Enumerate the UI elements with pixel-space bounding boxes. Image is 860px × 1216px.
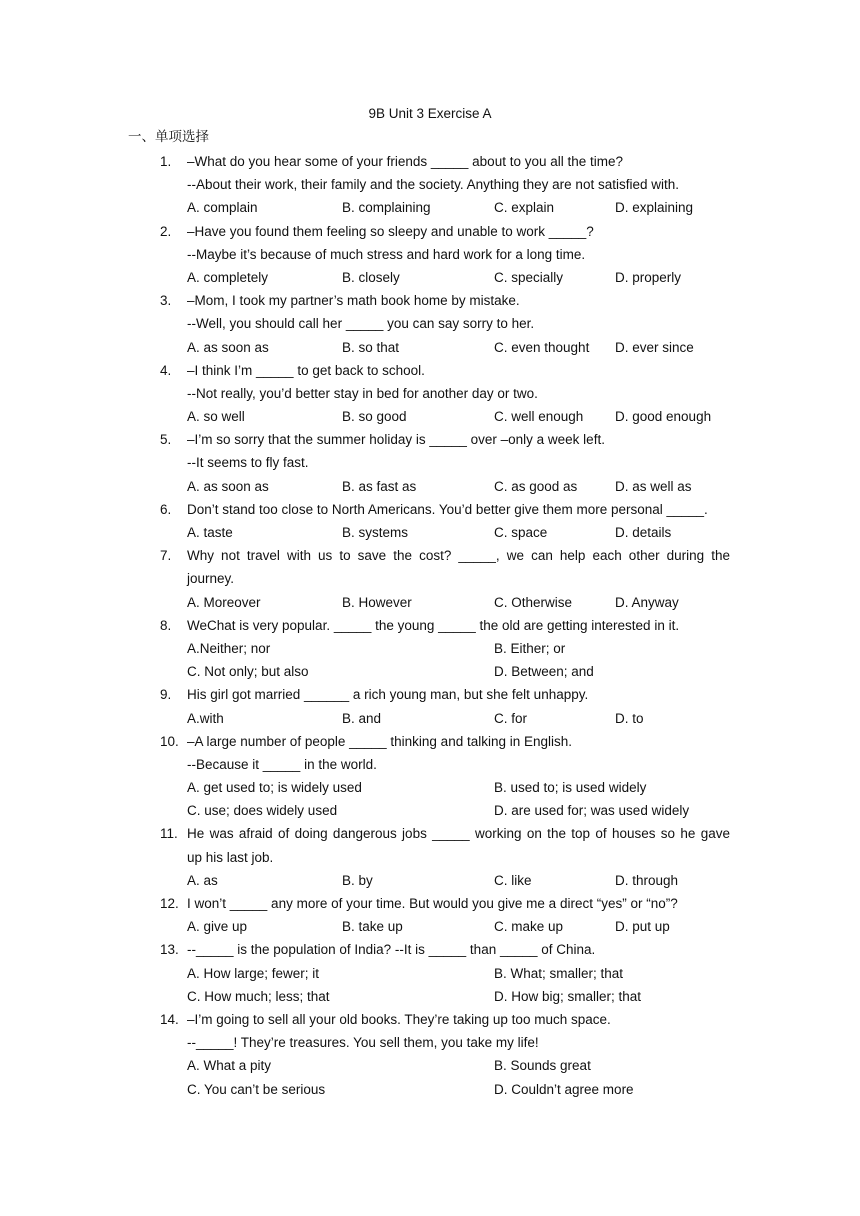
- question-item: [0, 498, 860, 544]
- answer-option[interactable]: D. ever since: [615, 339, 694, 355]
- answer-option[interactable]: A. as: [187, 872, 218, 888]
- question-text: –I’m so sorry that the summer holiday is _____ over –only a week left.: [187, 432, 605, 448]
- question-line: [0, 846, 860, 869]
- answer-option[interactable]: D. Couldn’t agree more: [494, 1081, 634, 1097]
- answer-option[interactable]: B. so good: [342, 409, 407, 425]
- question-text: --Not really, you’d better stay in bed for another day or two.: [187, 385, 538, 401]
- question-line: [0, 753, 860, 776]
- question-item: [0, 544, 860, 614]
- answer-option[interactable]: C. use; does widely used: [187, 803, 338, 819]
- question-text: –A large number of people _____ thinking and talking in English.: [187, 733, 573, 749]
- answer-option[interactable]: B. closely: [342, 269, 400, 285]
- answer-option[interactable]: B. What; smaller; that: [494, 965, 624, 981]
- answer-option[interactable]: A.Neither; nor: [187, 640, 271, 656]
- question-number: 5.: [160, 432, 172, 448]
- answer-option[interactable]: C. space: [494, 525, 548, 540]
- question-number: 12.: [160, 896, 179, 911]
- question-line: [0, 382, 860, 405]
- options-row: [0, 962, 860, 985]
- answer-option[interactable]: D. Between; and: [494, 664, 594, 680]
- options-row: [0, 1078, 860, 1101]
- answer-option[interactable]: B. used to; is used widely: [494, 780, 647, 796]
- answer-option[interactable]: B. complaining: [342, 200, 431, 216]
- page-title: 9B Unit 3 Exercise A: [368, 106, 492, 121]
- answer-option[interactable]: C. for: [494, 710, 528, 726]
- answer-option[interactable]: D. properly: [615, 269, 682, 285]
- options-row: [0, 799, 860, 822]
- answer-option[interactable]: B. systems: [342, 525, 409, 540]
- question-text: –I think I’m _____ to get back to school.: [187, 362, 425, 378]
- answer-option[interactable]: A. completely: [187, 269, 269, 285]
- question-line: [0, 289, 860, 312]
- answer-option[interactable]: B. Sounds great: [494, 1058, 591, 1074]
- question-number: 7.: [160, 548, 172, 564]
- question-number: 10.: [160, 733, 179, 749]
- question-text: His girl got married ______ a rich young man, but she felt unhappy.: [187, 687, 589, 703]
- question-text: --Maybe it’s because of much stress and hard work for a long time.: [187, 246, 586, 262]
- options-row: [0, 521, 860, 544]
- options-row: [0, 985, 860, 1008]
- question-text: --_____! They’re treasures. You sell them, you take my life!: [187, 1035, 539, 1051]
- question-text: I won’t _____ any more of your time. But would you give me a direct “yes” or “no”?: [187, 896, 678, 911]
- answer-option[interactable]: D. through: [615, 872, 679, 888]
- answer-option[interactable]: C. You can’t be serious: [187, 1081, 326, 1097]
- answer-option[interactable]: C. even thought: [494, 339, 590, 355]
- question-text: --_____ is the population of India? --It is _____ than _____ of China.: [187, 942, 596, 958]
- question-line: [0, 498, 860, 521]
- question-number: 4.: [160, 362, 172, 378]
- answer-option[interactable]: B. so that: [342, 339, 400, 355]
- question-list: [0, 150, 860, 1101]
- options-row: [0, 196, 860, 219]
- options-row: [0, 405, 860, 428]
- question-line: [0, 544, 860, 567]
- question-line: [0, 220, 860, 243]
- question-number: 2.: [160, 223, 172, 239]
- answer-option[interactable]: D. explaining: [615, 200, 694, 216]
- answer-option[interactable]: D. good enough: [615, 409, 712, 425]
- options-row: [0, 915, 860, 938]
- question-text: --Well, you should call her _____ you can say sorry to her.: [187, 316, 535, 332]
- answer-option[interactable]: B. by: [342, 872, 373, 888]
- options-row: [0, 475, 860, 498]
- answer-option[interactable]: D. put up: [615, 919, 670, 935]
- answer-option[interactable]: C. specially: [494, 269, 564, 285]
- question-item: [0, 614, 860, 684]
- answer-option[interactable]: A.with: [187, 710, 224, 726]
- answer-option[interactable]: B. as fast as: [342, 478, 417, 494]
- question-text: –What do you hear some of your friends _____ about to you all the time?: [187, 154, 624, 169]
- question-item: [0, 1008, 860, 1101]
- question-text: Why not travel with us to save the cost? _____, we can help each other during the: [187, 548, 730, 564]
- options-row: [0, 660, 860, 683]
- question-line: [0, 614, 860, 637]
- answer-option[interactable]: C. as good as: [494, 478, 578, 494]
- answer-option[interactable]: D. details: [615, 525, 672, 540]
- question-number: 6.: [160, 501, 172, 517]
- question-line: [0, 938, 860, 961]
- answer-option[interactable]: D. Anyway: [615, 594, 679, 610]
- question-number: 1.: [160, 154, 172, 169]
- question-text: –I’m going to sell all your old books. They’re taking up too much space.: [187, 1011, 611, 1027]
- question-line: [0, 359, 860, 382]
- answer-option[interactable]: B. Either; or: [494, 640, 566, 656]
- answer-option[interactable]: A. Moreover: [187, 594, 261, 610]
- answer-option[interactable]: A. give up: [187, 919, 248, 935]
- answer-option[interactable]: D. to: [615, 710, 644, 726]
- question-item: [0, 428, 860, 498]
- question-line: [0, 892, 860, 915]
- question-text: journey.: [187, 571, 235, 587]
- options-row: [0, 707, 860, 730]
- question-line: [0, 312, 860, 335]
- answer-option[interactable]: A. as soon as: [187, 339, 269, 355]
- question-item: [0, 938, 860, 1008]
- answer-option[interactable]: C. explain: [494, 200, 555, 216]
- answer-option[interactable]: D. are used for; was used widely: [494, 803, 690, 819]
- answer-option[interactable]: B. However: [342, 594, 412, 610]
- answer-option[interactable]: B. take up: [342, 919, 403, 935]
- answer-option[interactable]: C. well enough: [494, 409, 584, 425]
- answer-option[interactable]: C. Not only; but also: [187, 664, 309, 680]
- question-item: [0, 822, 860, 892]
- question-line: [0, 730, 860, 753]
- question-item: [0, 892, 860, 938]
- answer-option[interactable]: C. make up: [494, 919, 564, 935]
- question-number: 11.: [160, 826, 178, 842]
- answer-option[interactable]: A. What a pity: [187, 1058, 272, 1074]
- question-number: 13.: [160, 942, 179, 958]
- answer-option[interactable]: A. as soon as: [187, 478, 269, 494]
- question-item: [0, 289, 860, 359]
- question-item: [0, 359, 860, 429]
- question-text: WeChat is very popular. _____ the young _____ the old are getting interested in it.: [187, 617, 680, 633]
- question-line: [0, 567, 860, 590]
- question-text: He was afraid of doing dangerous jobs _____ working on the top of houses so he gave: [187, 826, 730, 842]
- answer-option[interactable]: A. taste: [187, 525, 233, 540]
- question-line: [0, 428, 860, 451]
- question-text: --About their work, their family and the society. Anything they are not satisfied with.: [187, 177, 679, 193]
- question-line: [0, 150, 860, 173]
- question-number: 8.: [160, 617, 172, 633]
- answer-option[interactable]: D. How big; smaller; that: [494, 988, 642, 1004]
- question-number: 9.: [160, 687, 172, 703]
- question-text: –Have you found them feeling so sleepy and unable to work _____?: [187, 223, 594, 239]
- question-item: [0, 730, 860, 823]
- question-item: [0, 220, 860, 290]
- answer-option[interactable]: D. as well as: [615, 478, 692, 494]
- question-item: [0, 150, 860, 220]
- question-line: [0, 1008, 860, 1031]
- options-row: [0, 591, 860, 614]
- answer-option[interactable]: C. How much; less; that: [187, 988, 330, 1004]
- options-row: [0, 1054, 860, 1077]
- question-line: [0, 1031, 860, 1054]
- options-row: [0, 776, 860, 799]
- options-row: [0, 637, 860, 660]
- question-text: --It seems to fly fast.: [187, 455, 309, 471]
- question-line: [0, 683, 860, 706]
- options-row: [0, 336, 860, 359]
- question-text: –Mom, I took my partner’s math book home by mistake.: [187, 293, 520, 309]
- answer-option[interactable]: C. Otherwise: [494, 594, 573, 610]
- answer-option[interactable]: B. and: [342, 710, 382, 726]
- options-row: [0, 266, 860, 289]
- section-heading: 一、单项选择: [128, 129, 209, 145]
- answer-option[interactable]: A. get used to; is widely used: [187, 780, 362, 796]
- question-line: [0, 243, 860, 266]
- question-text: Don’t stand too close to North Americans. You’d better give them more personal _____.: [187, 501, 708, 517]
- question-line: [0, 173, 860, 196]
- answer-option[interactable]: A. so well: [187, 409, 245, 425]
- question-text: up his last job.: [187, 849, 274, 865]
- options-row: [0, 869, 860, 892]
- question-item: [0, 683, 860, 729]
- question-number: 3.: [160, 293, 172, 309]
- question-line: [0, 451, 860, 474]
- answer-option[interactable]: C. like: [494, 872, 532, 888]
- question-line: [0, 822, 860, 845]
- question-number: 14.: [160, 1011, 179, 1027]
- answer-option[interactable]: A. complain: [187, 200, 258, 216]
- question-text: --Because it _____ in the world.: [187, 756, 377, 772]
- answer-option[interactable]: A. How large; fewer; it: [187, 965, 320, 981]
